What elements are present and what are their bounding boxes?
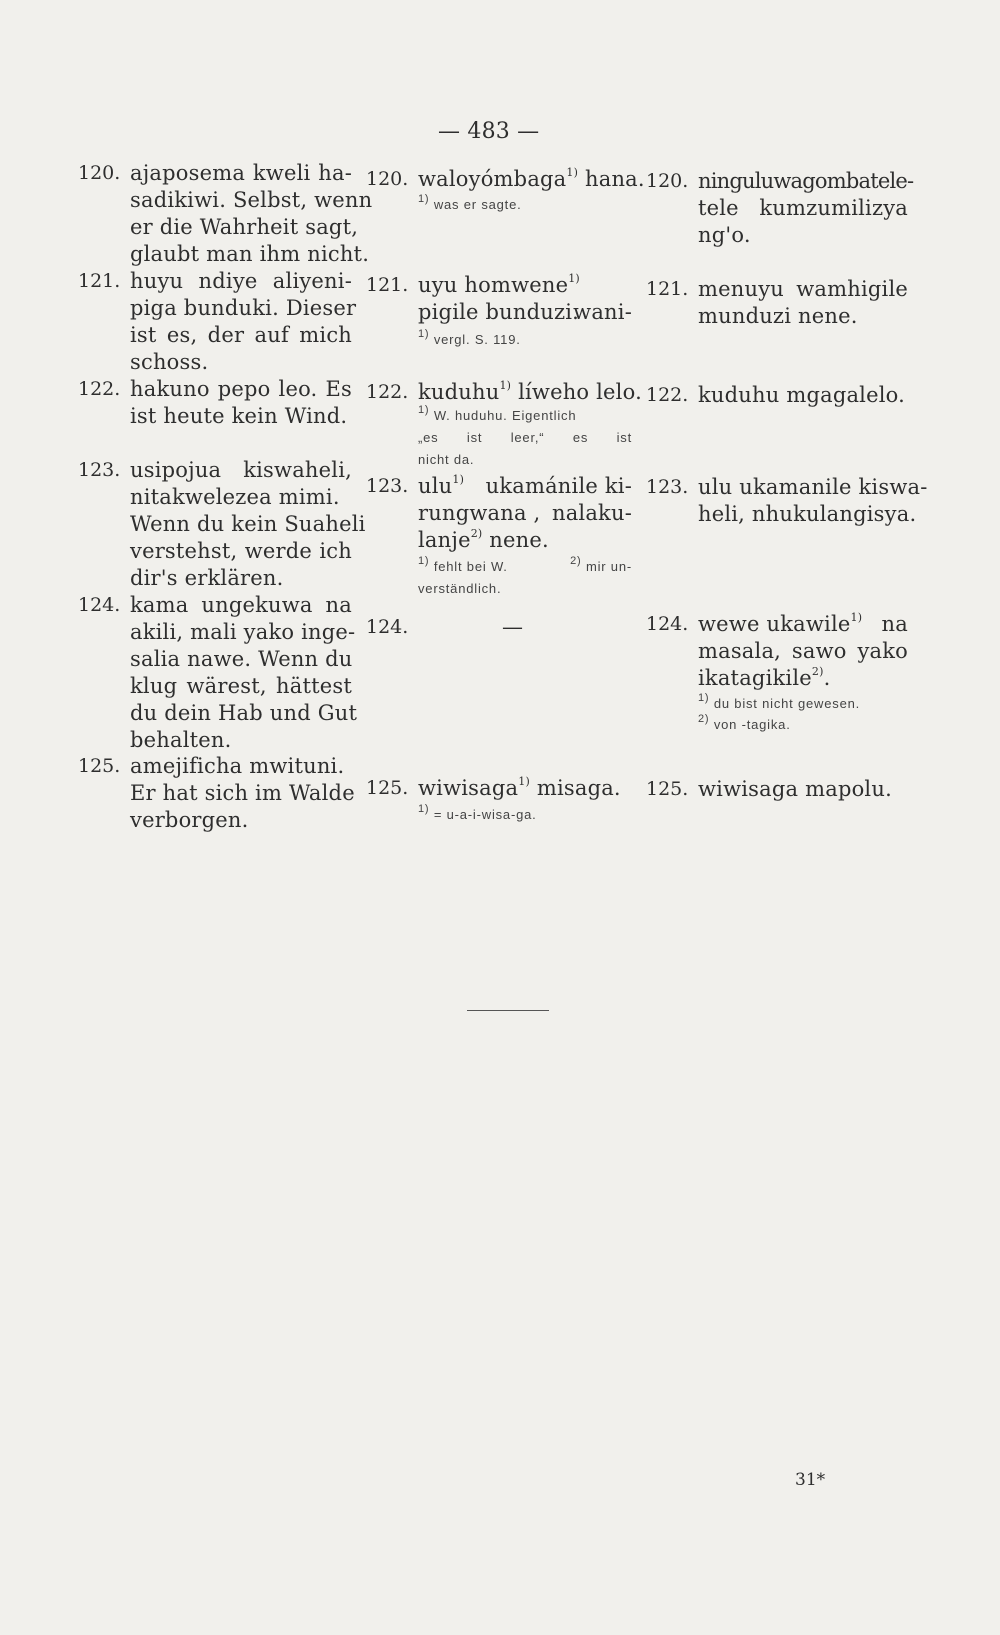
entry-number: 121.: [366, 274, 409, 296]
text-line: ist heute kein Wind.: [130, 404, 348, 428]
text-line: kuduhu$^{1)}$ líweho lelo.: [418, 379, 642, 404]
text-line: waloyómbaga$^{1)}$ hana.: [418, 166, 645, 191]
text-line: ist es, der auf mich: [130, 323, 352, 347]
page-number: — 483 —: [438, 119, 540, 144]
entry-number: 125.: [78, 755, 121, 777]
footnote-ref: 1): [568, 272, 580, 285]
text-line: kuduhu mgagalelo.: [698, 383, 905, 407]
footnote-ref: 1): [452, 473, 465, 486]
entry-number: 121.: [78, 270, 121, 292]
text-line: usipojua kiswaheli,: [130, 458, 352, 482]
footnote-ref: 1): [499, 379, 512, 392]
footnote: $^{1)}$ was er sagte.: [418, 192, 522, 212]
text-line: heli, nhukulangisya.: [698, 502, 917, 526]
footnote-mark: 1): [418, 327, 430, 340]
text-line: salia nawe. Wenn du: [130, 647, 353, 671]
footnote-mark: 1): [418, 192, 430, 205]
text-line: piga bunduki. Dieser: [130, 296, 357, 320]
text-line: uyu homwene$^{1)}$ wani-: [418, 272, 632, 324]
entry-number: 120.: [366, 168, 409, 190]
footnote-line: „es ist leer,“ es ist: [418, 430, 632, 445]
text-line: ng'o.: [698, 223, 751, 247]
signature-mark: 31*: [795, 1470, 826, 1490]
footnote: $^{1)}$ = u-a-i-wisa-ga.: [418, 802, 537, 822]
text-line: Wenn du kein Suaheli: [130, 512, 366, 536]
footnote-mark: 2): [698, 712, 710, 725]
footnote-mark: 1): [418, 802, 430, 815]
footnote-ref: 1): [518, 775, 530, 788]
entry-number: 122.: [366, 381, 409, 403]
text-line: masala, sawo yako: [698, 639, 908, 663]
text-line: pigile bunduzi.: [418, 300, 580, 324]
footnote: $^{1)}$ vergl. S. 119.: [418, 327, 521, 347]
entry-number: 124.: [366, 616, 409, 638]
footnote-ref: 1): [850, 611, 863, 624]
entry-number: 120.: [78, 162, 121, 184]
footnote-mark: 2): [570, 554, 582, 567]
footnote-line: verständlich.: [418, 581, 502, 596]
footnote: $^{1)}$ du bist nicht gewesen.: [698, 691, 861, 711]
text-line: Er hat sich im Walde: [130, 781, 355, 805]
footnote-mark: 1): [698, 691, 710, 704]
text-line: wewe ukawile$^{1)}$ na: [698, 611, 908, 636]
text-line: ajaposema kweli ha-: [130, 161, 352, 185]
entry-number: 123.: [366, 475, 409, 497]
text-line: amejificha mwituni.: [130, 754, 345, 778]
text-line: ulu ukamanile kiswa-: [698, 475, 928, 499]
text-line: ulu$^{1)}$ ukamánile ki-: [418, 473, 632, 498]
footnote: $^{1)}$ W. huduhu. Eigentlich: [418, 403, 577, 423]
text-line: kama ungekuwa na: [130, 593, 352, 617]
entry-number: 123.: [646, 476, 689, 498]
entry-number: 125.: [646, 778, 689, 800]
footnote: $^{2)}$ von -tagika.: [698, 712, 791, 732]
text-line: rungwana , nalaku-: [418, 501, 632, 525]
text-line: behalten.: [130, 728, 232, 752]
text-line: klug wärest, hättest: [130, 674, 352, 698]
text-line: wiwisaga$^{1)}$ misaga.: [418, 775, 621, 800]
footnote-mark: 1): [418, 554, 430, 567]
text-line: ninguluwagombatele-: [698, 169, 914, 193]
text-line: wiwisaga mapolu.: [698, 777, 892, 801]
text-line: verborgen.: [130, 808, 249, 832]
text-line: hakuno pepo leo. Es: [130, 377, 352, 401]
text-line: verstehst, werde ich: [130, 539, 352, 563]
text-line: munduzi nene.: [698, 304, 858, 328]
text-line: sadikiwi. Selbst, wenn: [130, 188, 373, 212]
footnote-ref: 2): [470, 527, 483, 540]
text-line: nitakwelezea mimi.: [130, 485, 340, 509]
entry-number: 122.: [646, 384, 689, 406]
entry-number: 124.: [78, 594, 121, 616]
footnote-mark: 1): [418, 403, 430, 416]
text-line: menuyu wamhigile: [698, 277, 908, 301]
footnote-line: nicht da.: [418, 452, 475, 467]
entry-number: 120.: [646, 170, 689, 192]
text-line: glaubt man ihm nicht.: [130, 242, 370, 266]
text-line: —: [502, 615, 524, 639]
footnote: $^{1)}$ fehlt bei W. $^{2)}$ mir un-: [418, 554, 632, 574]
text-line: er die Wahrheit sagt,: [130, 215, 359, 239]
end-rule: [467, 1010, 549, 1011]
entry-number: 123.: [78, 459, 121, 481]
footnote-ref: 2): [811, 665, 824, 678]
entry-number: 125.: [366, 777, 409, 799]
entry-number: 121.: [646, 278, 689, 300]
text-line: akili, mali yako inge-: [130, 620, 356, 644]
entry-number: 122.: [78, 378, 121, 400]
text-line: du dein Hab und Gut: [130, 701, 358, 725]
text-line: ikatagikile$^{2)}$.: [698, 665, 831, 690]
text-line: tele kumzumilizya: [698, 196, 908, 220]
entry-number: 124.: [646, 613, 689, 635]
text-line: schoss.: [130, 350, 209, 374]
text-line: lanje$^{2)}$ nene.: [418, 527, 549, 552]
text-line: dir's erklären.: [130, 566, 284, 590]
text-line: huyu ndiye aliyeni-: [130, 269, 352, 293]
footnote-ref: 1): [566, 166, 579, 179]
